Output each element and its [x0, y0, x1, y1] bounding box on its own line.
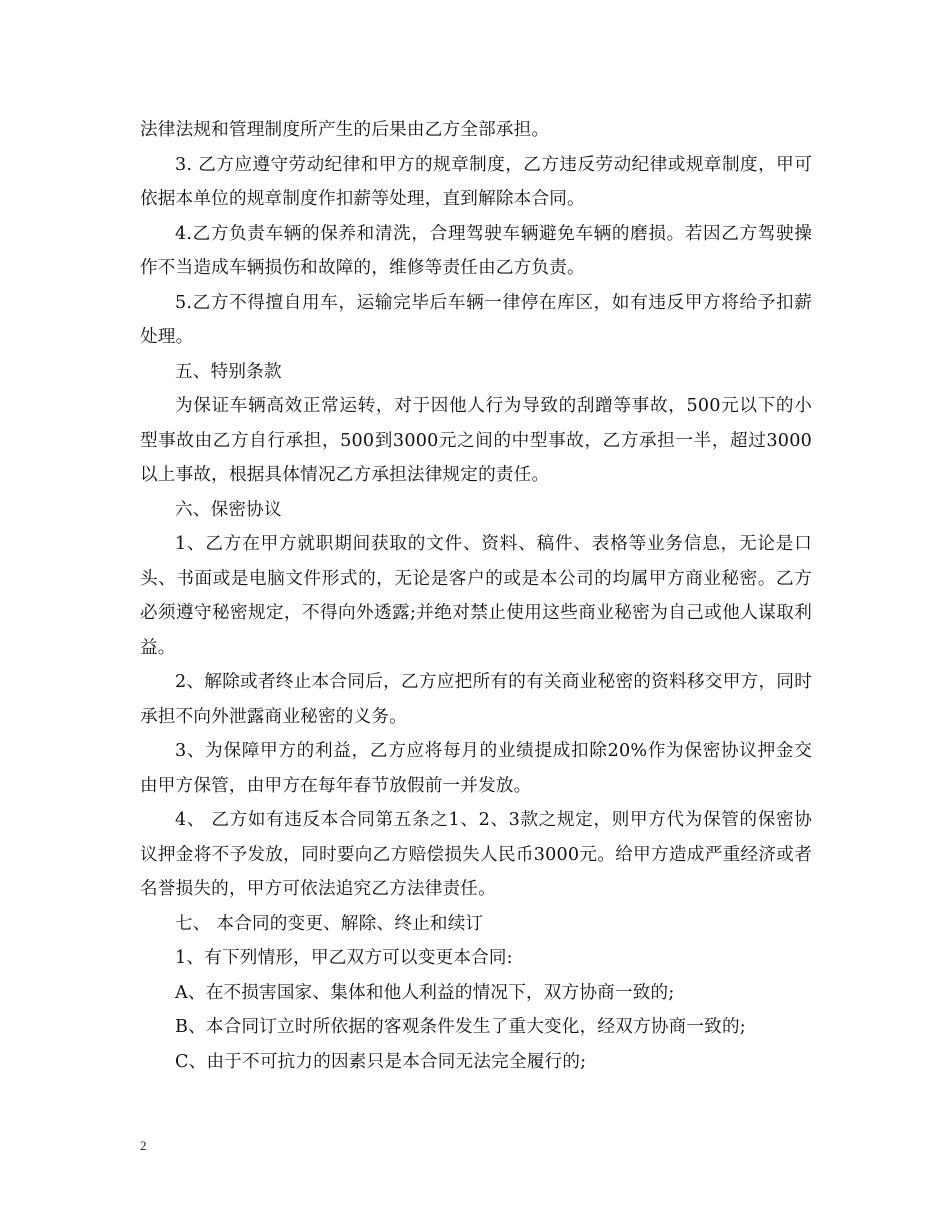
paragraph: 3、为保障甲方的利益，乙方应将每月的业绩提成扣除20%作为保密协议押金交由甲方保管，由甲方在每年春节放假前一并发放。	[140, 741, 812, 796]
paragraph: 1、有下列情形，甲乙双方可以变更本合同:	[175, 948, 513, 968]
document-body	[140, 113, 812, 1079]
list-item: C、由于不可抗力的因素只是本合同无法完全履行的;	[175, 1051, 587, 1072]
section-heading: 六、保密协议	[175, 499, 282, 520]
paragraph: 4.乙方负责车辆的保养和清洗，合理驾驶车辆避免车辆的磨损。若因乙方驾驶操作不当造成车辆损伤和故障的，维修等责任由乙方负责。	[140, 223, 812, 278]
paragraph: 1、乙方在甲方就职期间获取的文件、资料、稿件、表格等业务信息，无论是口头、书面或是电脑文件形式的，无论是客户的或是本公司的均属甲方商业秘密。乙方必须遵守秘密规定，不得向外透露;并绝对禁止使用这些商业秘密为自己或他人谋取利益。	[140, 534, 812, 658]
paragraph: 2、解除或者终止本合同后，乙方应把所有的有关商业秘密的资料移交甲方，同时承担不向外泄露商业秘密的义务。	[140, 672, 812, 727]
paragraph: 5.乙方不得擅自用车，运输完毕后车辆一律停在库区，如有违反甲方将给予扣薪处理。	[140, 292, 812, 347]
page-number: 2	[140, 1138, 147, 1153]
paragraph: 4、 乙方如有违反本合同第五条之1、2、3款之规定，则甲方代为保管的保密协议押金将不予发放，同时要向乙方赔偿损失人民币3000元。给甲方造成严重经济或者名誉损失的，甲方可依法追究乙方法律责任。	[140, 810, 812, 899]
section-heading: 五、特别条款	[175, 361, 282, 382]
list-item: A、在不损害国家、集体和他人利益的情况下，双方协商一致的;	[175, 982, 675, 1003]
list-item: B、本合同订立时所依据的客观条件发生了重大变化，经双方协商一致的;	[175, 1017, 746, 1037]
section-heading: 七、 本合同的变更、解除、终止和续订	[175, 913, 484, 934]
paragraph: 法律法规和管理制度所产生的后果由乙方全部承担。	[140, 120, 550, 140]
paragraph: 为保证车辆高效正常运转，对于因他人行为导致的刮蹭等事故，500元以下的小型事故由乙方自行承担，500到3000元之间的中型事故，乙方承担一半，超过3000以上事故，根据具体情况乙方承担法律规定的责任。	[140, 396, 812, 485]
paragraph: 3. 乙方应遵守劳动纪律和甲方的规章制度，乙方违反劳动纪律或规章制度，甲可依据本单位的规章制度作扣薪等处理，直到解除本合同。	[140, 154, 812, 209]
